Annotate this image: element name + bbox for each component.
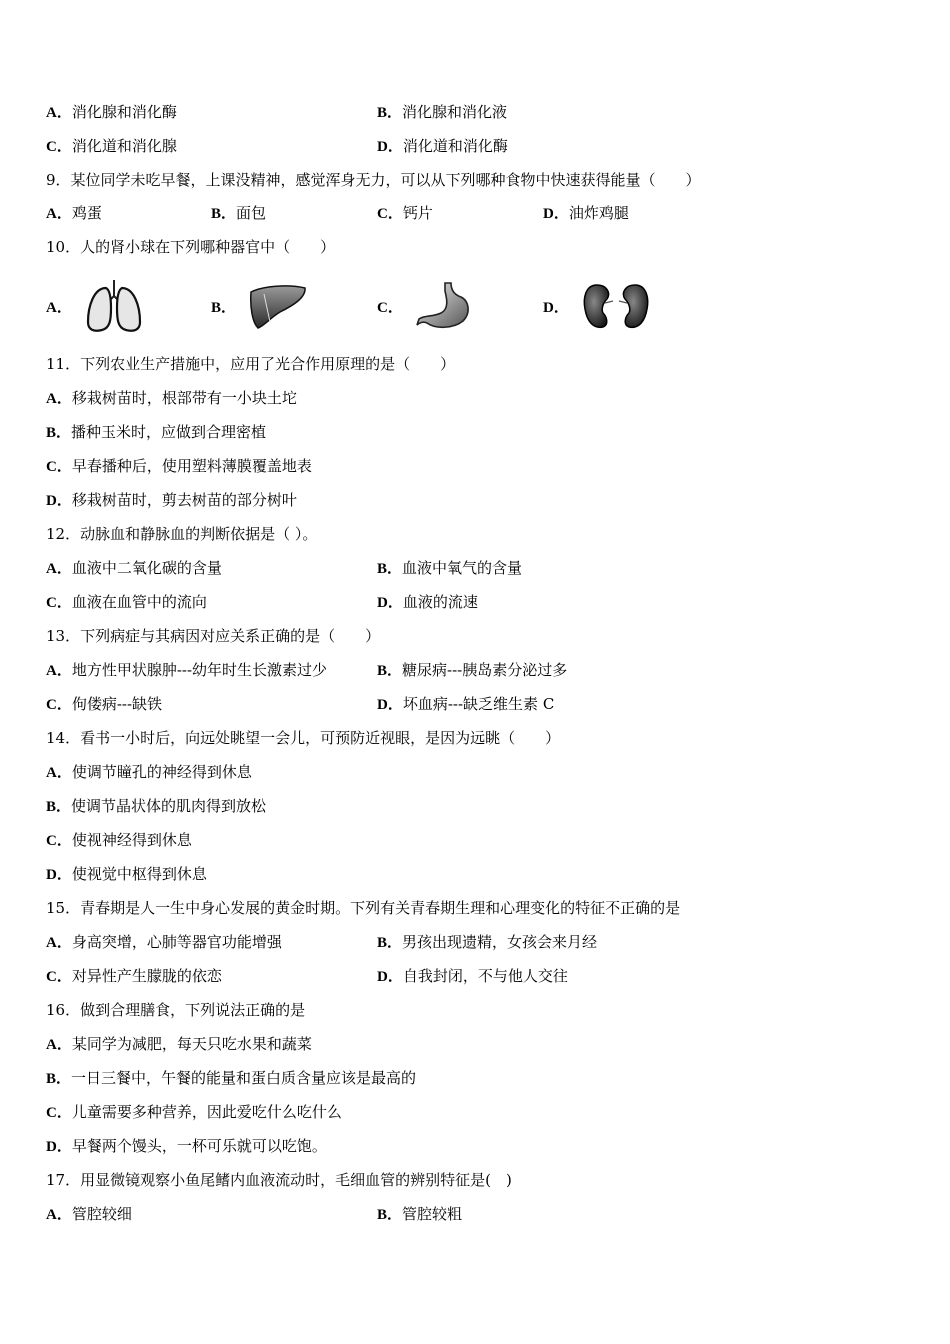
q8-option-b[interactable]: B．消化腺和消化液 [377,103,508,121]
q13-options-row-1 [46,659,906,681]
q15-options-row-1 [46,931,906,953]
q9-option-a[interactable]: A．鸡蛋 [46,204,102,222]
q11-stem: 11．下列农业生产措施中，应用了光合作用原理的是（ ） [46,355,456,373]
q15-options-row-2 [46,965,906,987]
q13-stem: 13．下列病症与其病因对应关系正确的是（ ） [46,627,381,645]
q15-stem: 15．青春期是人一生中身心发展的黄金时期。下列有关青春期生理和心理变化的特征不正确的是 [46,899,681,917]
q12-option-b[interactable]: B．血液中氧气的含量 [377,559,523,577]
q14-stem: 14．看书一小时后，向远处眺望一会儿，可预防近视眼，是因为远眺（ ） [46,729,561,747]
q10-option-c[interactable]: C． [377,276,475,336]
liver-icon [248,282,308,330]
q10-option-d[interactable]: D． [543,276,651,336]
q8-options-row-2 [46,135,906,157]
q13-option-c[interactable]: C．佝偻病---缺铁 [46,695,163,713]
q10-option-b[interactable]: B． [211,276,308,336]
q14-option-c[interactable]: C．使视神经得到休息 [46,831,192,849]
q15-option-b[interactable]: B．男孩出现遗精，女孩会来月经 [377,933,598,951]
q10-stem: 10．人的肾小球在下列哪种器官中（ ） [46,238,336,256]
q13-option-b[interactable]: B．糖尿病---胰岛素分泌过多 [377,661,568,679]
q9-option-c[interactable]: C．钙片 [377,204,433,222]
q17-option-a[interactable]: A．管腔较细 [46,1205,132,1223]
q12-option-a[interactable]: A．血液中二氧化碳的含量 [46,559,222,577]
q14-option-b[interactable]: B．使调节晶状体的肌肉得到放松 [46,797,267,815]
q8-option-a[interactable]: A．消化腺和消化酶 [46,103,177,121]
q17-stem: 17．用显微镜观察小鱼尾鳍内血液流动时，毛细血管的辨别特征是( ) [46,1171,512,1189]
kidneys-icon [581,281,651,331]
q11-option-d[interactable]: D．移栽树苗时，剪去树苗的部分树叶 [46,491,297,509]
q9-options-row [46,202,906,224]
q13-option-d[interactable]: D．坏血病---缺乏维生素 C [377,695,555,713]
q16-option-d[interactable]: D．早餐两个馒头，一杯可乐就可以吃饱。 [46,1137,327,1155]
q8-option-c[interactable]: C．消化道和消化腺 [46,137,177,155]
q12-option-d[interactable]: D．血液的流速 [377,593,478,611]
stomach-icon [415,281,475,331]
q9-option-b[interactable]: B．面包 [211,204,267,222]
q12-options-row-1 [46,557,906,579]
q16-option-c[interactable]: C．儿童需要多种营养，因此爱吃什么吃什么 [46,1103,342,1121]
q14-option-d[interactable]: D．使视觉中枢得到休息 [46,865,207,883]
q11-option-a[interactable]: A．移栽树苗时，根部带有一小块土坨 [46,389,297,407]
q16-option-a[interactable]: A．某同学为减肥，每天只吃水果和蔬菜 [46,1035,312,1053]
q15-option-d[interactable]: D．自我封闭，不与他人交往 [377,967,568,985]
q12-option-c[interactable]: C．血液在血管中的流向 [46,593,207,611]
q12-options-row-2 [46,591,906,613]
q8-option-d[interactable]: D．消化道和消化酶 [377,137,508,155]
lungs-icon [84,278,144,334]
q11-option-c[interactable]: C．早春播种后，使用塑料薄膜覆盖地表 [46,457,312,475]
q16-option-b[interactable]: B．一日三餐中，午餐的能量和蛋白质含量应该是最高的 [46,1069,417,1087]
q8-options-row-1 [46,101,906,123]
q13-options-row-2 [46,693,906,715]
q12-stem: 12．动脉血和静脉血的判断依据是（ ）。 [46,525,318,543]
q15-option-a[interactable]: A．身高突增，心肺等器官功能增强 [46,933,282,951]
q17-option-b[interactable]: B．管腔较粗 [377,1205,463,1223]
q17-options-row [46,1203,906,1225]
q9-option-d[interactable]: D．油炸鸡腿 [543,204,629,222]
q15-option-c[interactable]: C．对异性产生朦胧的依恋 [46,967,222,985]
q9-stem: 9．某位同学未吃早餐，上课没精神，感觉浑身无力，可以从下列哪种食物中快速获得能量（ ） [46,171,701,189]
q11-option-b[interactable]: B．播种玉米时，应做到合理密植 [46,423,267,441]
q10-options-row [46,276,746,336]
q10-option-a[interactable]: A． [46,276,144,336]
q16-stem: 16．做到合理膳食，下列说法正确的是 [46,1001,306,1019]
q14-option-a[interactable]: A．使调节瞳孔的神经得到休息 [46,763,252,781]
q13-option-a[interactable]: A．地方性甲状腺肿---幼年时生长激素过少 [46,661,328,679]
